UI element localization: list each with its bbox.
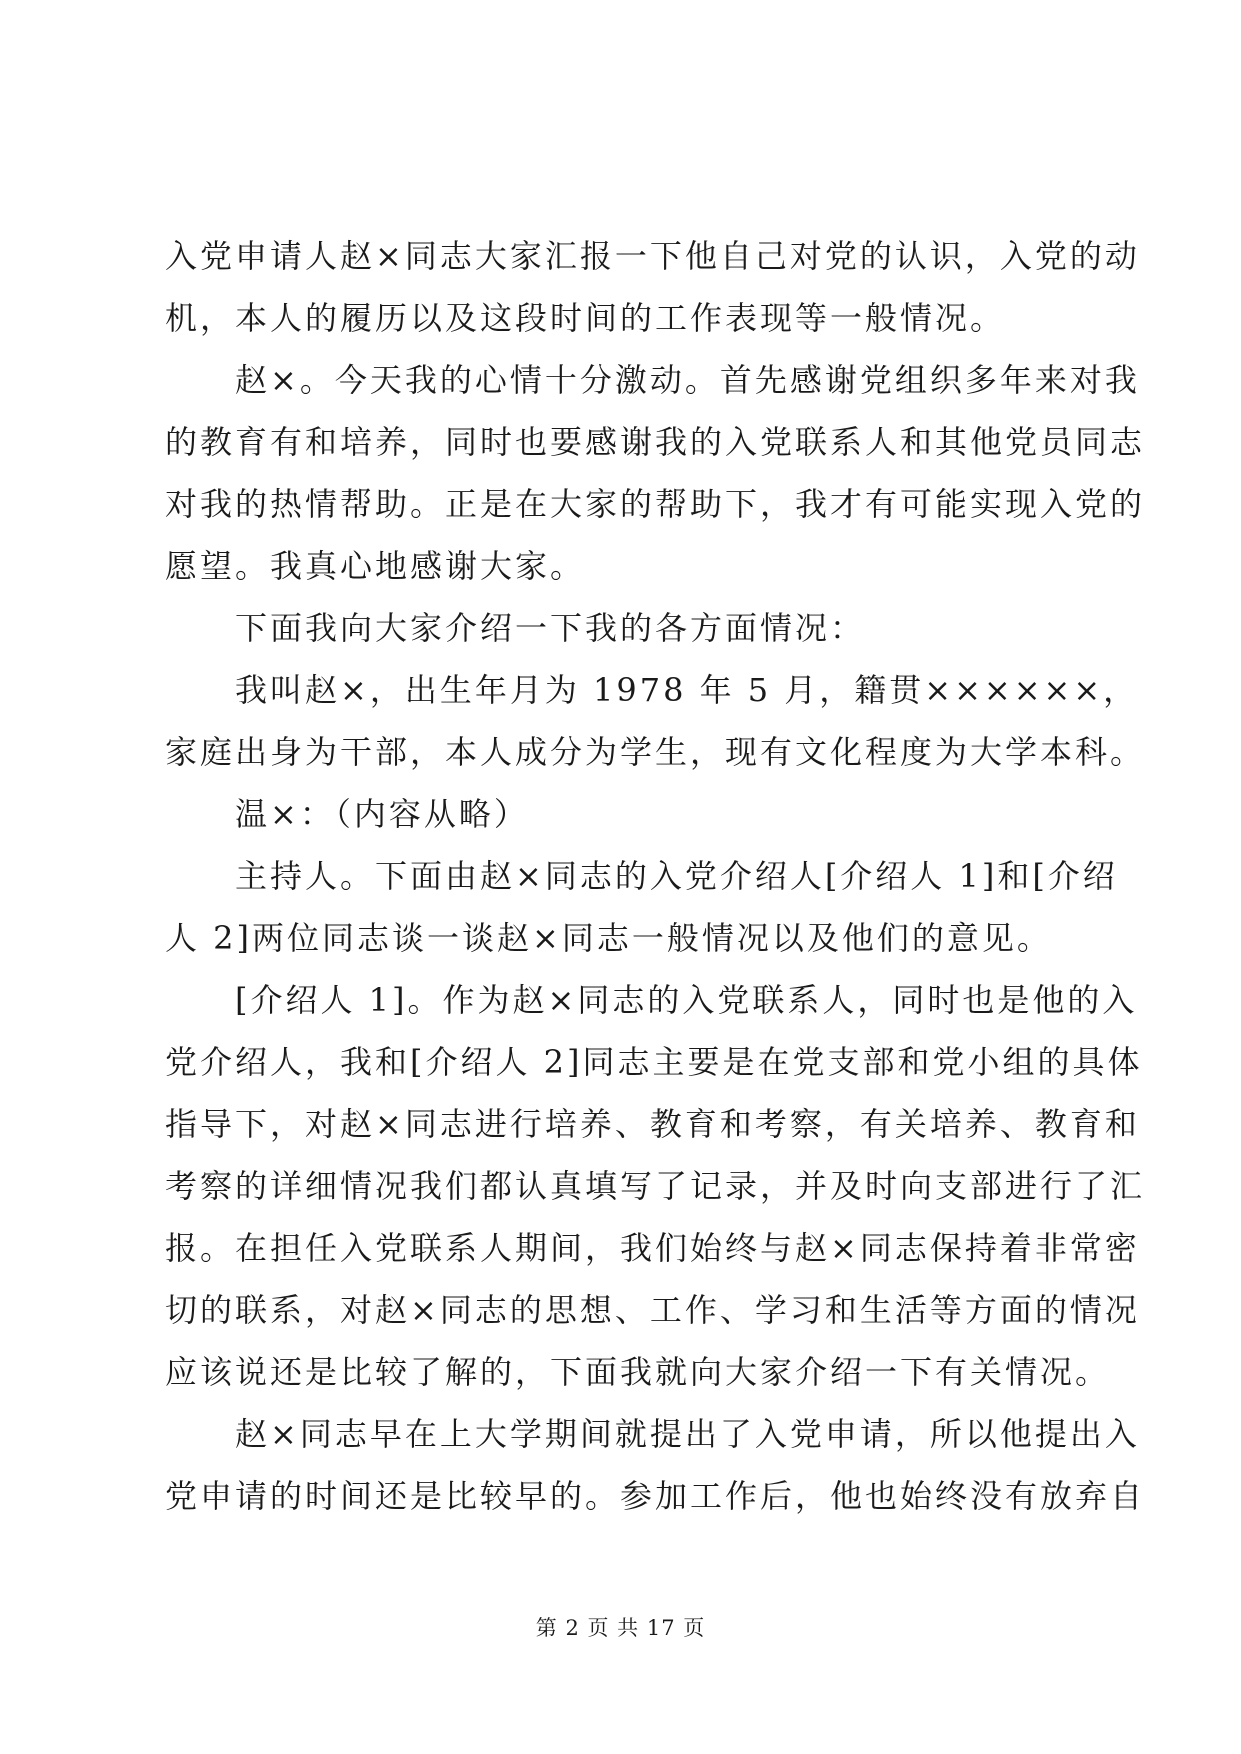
- document-body: [165, 225, 1146, 1527]
- text-line: [介绍人 1]。作为赵×同志的入党联系人，同时也是他的入: [235, 981, 1138, 1019]
- text-line: 家庭出身为干部，本人成分为学生，现有文化程度为大学本科。: [165, 733, 1146, 771]
- text-line: 我叫赵×，出生年月为 1978 年 5 月，籍贯××××××，: [235, 671, 1139, 709]
- text-line: 的教育有和培养，同时也要感谢我的入党联系人和其他党员同志: [165, 423, 1146, 461]
- text-line: 对我的热情帮助。正是在大家的帮助下，我才有可能实现入党的: [165, 485, 1146, 523]
- text-line: 人 2]两位同志谈一谈赵×同志一般情况以及他们的意见。: [165, 919, 1052, 957]
- text-line: 下面我向大家介绍一下我的各方面情况：: [235, 609, 866, 647]
- text-line: 赵×同志早在上大学期间就提出了入党申请，所以他提出入: [235, 1415, 1140, 1453]
- text-line: 报。在担任入党联系人期间，我们始终与赵×同志保持着非常密: [165, 1229, 1140, 1267]
- text-line: 愿望。我真心地感谢大家。: [165, 547, 586, 585]
- text-line: 党申请的时间还是比较早的。参加工作后，他也始终没有放弃自: [165, 1477, 1146, 1515]
- text-line: 党介绍人，我和[介绍人 2]同志主要是在党支部和党小组的具体: [165, 1043, 1143, 1081]
- text-line: 考察的详细情况我们都认真填写了记录，并及时向支部进行了汇: [165, 1167, 1146, 1205]
- text-line: 入党申请人赵×同志大家汇报一下他自己对党的认识，入党的动: [165, 237, 1140, 275]
- text-line: 主持人。下面由赵×同志的入党介绍人[介绍人 1]和[介绍: [235, 857, 1118, 895]
- text-line: 应该说还是比较了解的，下面我就向大家介绍一下有关情况。: [165, 1353, 1111, 1391]
- text-line: 指导下，对赵×同志进行培养、教育和考察，有关培养、教育和: [165, 1105, 1140, 1143]
- text-line: 切的联系，对赵×同志的思想、工作、学习和生活等方面的情况: [165, 1291, 1140, 1329]
- text-line: 机，本人的履历以及这段时间的工作表现等一般情况。: [165, 299, 1006, 337]
- page-footer: [0, 1612, 1241, 1642]
- text-line: 温×：（内容从略）: [235, 795, 529, 833]
- page-number: 第 2 页 共 17 页: [535, 1616, 706, 1640]
- text-line: 赵×。今天我的心情十分激动。首先感谢党组织多年来对我: [235, 361, 1140, 399]
